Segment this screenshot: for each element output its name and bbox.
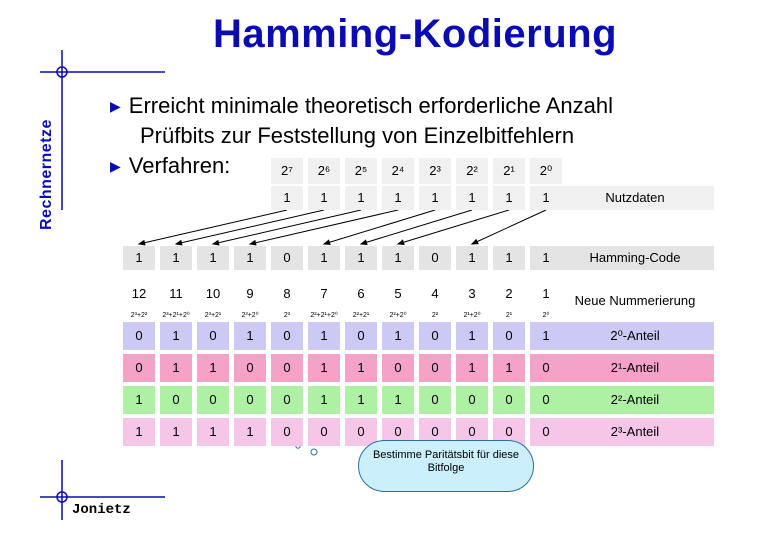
renum-cell [234, 282, 266, 320]
data-header-cell: 2⁰ [530, 158, 562, 184]
parity-bit-cell: 0 [456, 418, 488, 446]
renum-cell [345, 282, 377, 320]
renum-number: 3 [468, 286, 476, 301]
parity-bit-cell: 1 [160, 354, 192, 382]
renum-number: 10 [205, 286, 221, 301]
parity-bit-cell: 0 [197, 322, 229, 350]
hamming-bit-cell: 1 [345, 246, 377, 270]
data-bit-cell: 1 [308, 186, 340, 210]
parity-bit-cell: 1 [308, 386, 340, 414]
data-bit-cell: 1 [271, 186, 303, 210]
parity-row-label: 2³-Anteil [556, 418, 714, 446]
hamming-bit-cell: 1 [530, 246, 562, 270]
bullet-arrow-icon: ▶ [110, 158, 121, 174]
parity-bit-cell: 0 [123, 322, 155, 350]
parity-bit-cell: 0 [271, 386, 303, 414]
parity-bit-cell: 0 [419, 354, 451, 382]
side-title: Rechnernetze [38, 119, 55, 230]
parity-bit-cell: 1 [345, 386, 377, 414]
parity-bit-cell: 0 [493, 322, 525, 350]
bullet-1: ▶ Erreicht minimale theoretisch erforderliche Anzahl [110, 91, 613, 123]
hamming-bit-cell: 0 [271, 246, 303, 270]
renum-number: 7 [320, 286, 328, 301]
bullet-2: ▶ Verfahren: [110, 151, 230, 183]
mapping-arrowhead [361, 240, 367, 244]
renum-number: 5 [394, 286, 402, 301]
mapping-arrowhead [472, 240, 478, 244]
data-header-cell: 2⁵ [345, 158, 377, 184]
renum-number: 9 [246, 286, 254, 301]
parity-bit-cell: 0 [382, 418, 414, 446]
renum-formula: 2²+2⁰ [389, 312, 407, 319]
author-footer: Jonietz [72, 502, 131, 518]
mapping-arrow [250, 210, 398, 244]
renum-formula: 2⁰ [542, 312, 550, 319]
renum-number: 2 [505, 286, 513, 301]
renum-cell [419, 282, 451, 320]
parity-bit-cell: 1 [308, 322, 340, 350]
parity-bit-cell: 0 [271, 354, 303, 382]
slide-title: Hamming-Kodierung [212, 12, 618, 56]
parity-bit-cell: 1 [530, 322, 562, 350]
parity-bit-cell: 0 [419, 386, 451, 414]
parity-bit-cell: 1 [160, 418, 192, 446]
parity-bit-cell: 1 [234, 322, 266, 350]
hamming-bit-cell: 0 [419, 246, 451, 270]
parity-bit-cell: 0 [271, 418, 303, 446]
renum-formula: 2¹+2⁰ [463, 312, 481, 319]
mapping-arrow [139, 210, 287, 244]
renum-cell [456, 282, 488, 320]
hamming-bit-cell: 1 [160, 246, 192, 270]
renum-cell [160, 282, 192, 320]
parity-bit-cell: 0 [493, 386, 525, 414]
data-bit-cell: 1 [382, 186, 414, 210]
parity-bit-cell: 0 [234, 386, 266, 414]
parity-bit-cell: 0 [419, 322, 451, 350]
data-label: Nutzdaten [556, 186, 714, 210]
data-bit-cell: 1 [456, 186, 488, 210]
renum-formula: 2³ [283, 312, 291, 319]
parity-bit-cell: 1 [345, 354, 377, 382]
renum-formula: 2³+2¹+2⁰ [162, 312, 190, 319]
parity-bit-cell: 0 [271, 322, 303, 350]
parity-bit-cell: 0 [530, 386, 562, 414]
parity-bit-cell: 1 [493, 354, 525, 382]
data-header-cell: 2⁷ [271, 158, 303, 184]
mapping-arrowhead [250, 241, 256, 245]
hint-cloud: Bestimme Paritätsbit für diese Bitfolge [358, 440, 534, 492]
parity-bit-cell: 1 [382, 322, 414, 350]
mapping-arrowhead [398, 240, 404, 244]
renum-number: 4 [431, 286, 439, 301]
parity-bit-cell: 0 [345, 322, 377, 350]
renum-formula: 2³+2² [130, 312, 148, 319]
renum-cell [197, 282, 229, 320]
parity-bit-cell: 1 [234, 418, 266, 446]
renum-number: 11 [169, 286, 183, 301]
parity-bit-cell: 0 [456, 386, 488, 414]
data-header-cell: 2² [456, 158, 488, 184]
bullet-arrow-icon: ▶ [110, 98, 121, 114]
hamming-bit-cell: 1 [493, 246, 525, 270]
mapping-arrow [176, 210, 324, 244]
parity-row-label: 2⁰-Anteil [556, 322, 714, 350]
data-header-cell: 2³ [419, 158, 451, 184]
data-header-cell: 2⁶ [308, 158, 340, 184]
renum-cell [493, 282, 525, 320]
hamming-label: Hamming-Code [556, 246, 714, 270]
renum-formula: 2²+2¹ [352, 312, 370, 319]
renum-cell [382, 282, 414, 320]
hamming-bit-cell: 1 [308, 246, 340, 270]
parity-row-label: 2¹-Anteil [556, 354, 714, 382]
data-bit-cell: 1 [530, 186, 562, 210]
renum-formula: 2²+2¹+2⁰ [310, 312, 338, 319]
hamming-bit-cell: 1 [382, 246, 414, 270]
mapping-arrow [472, 210, 546, 244]
parity-bit-cell: 0 [493, 418, 525, 446]
parity-bit-cell: 1 [197, 354, 229, 382]
parity-bit-cell: 1 [123, 418, 155, 446]
renum-number: 8 [283, 286, 291, 301]
parity-bit-cell: 0 [123, 354, 155, 382]
parity-bit-cell: 0 [197, 386, 229, 414]
parity-bit-cell: 0 [530, 354, 562, 382]
renum-formula: 2³+2⁰ [241, 312, 259, 319]
parity-bit-cell: 0 [530, 418, 562, 446]
renum-number: 12 [131, 286, 147, 301]
mapping-arrowhead [324, 240, 330, 244]
parity-bit-cell: 1 [456, 322, 488, 350]
renum-cell [308, 282, 340, 320]
data-header-cell: 2⁴ [382, 158, 414, 184]
data-header-cell: 2¹ [493, 158, 525, 184]
mapping-arrowhead [176, 241, 182, 245]
parity-bit-cell: 0 [345, 418, 377, 446]
parity-bit-cell: 0 [234, 354, 266, 382]
bullet-1-cont: Prüfbits zur Feststellung von Einzelbitfehlern [140, 123, 575, 148]
parity-bit-cell: 0 [382, 354, 414, 382]
data-bit-cell: 1 [493, 186, 525, 210]
renum-number: 1 [542, 286, 550, 301]
mapping-arrow [213, 210, 361, 244]
parity-bit-cell: 0 [419, 418, 451, 446]
parity-bit-cell: 1 [382, 386, 414, 414]
mapping-arrowhead [213, 241, 219, 245]
renum-label: Neue Nummerierung [574, 293, 696, 308]
renum-cell [123, 282, 155, 320]
renum-number: 6 [357, 286, 365, 301]
data-bit-cell: 1 [419, 186, 451, 210]
hamming-bit-cell: 1 [456, 246, 488, 270]
parity-bit-cell: 1 [197, 418, 229, 446]
parity-bit-cell: 1 [456, 354, 488, 382]
renum-formula: 2³+2¹ [204, 312, 222, 319]
hamming-bit-cell: 1 [197, 246, 229, 270]
parity-bit-cell: 1 [123, 386, 155, 414]
parity-bit-cell: 1 [308, 354, 340, 382]
parity-bit-cell: 1 [160, 322, 192, 350]
mapping-arrowhead [139, 241, 145, 245]
hamming-bit-cell: 1 [123, 246, 155, 270]
data-bit-cell: 1 [345, 186, 377, 210]
hamming-bit-cell: 1 [234, 246, 266, 270]
parity-row-label: 2²-Anteil [556, 386, 714, 414]
renum-formula: 2² [431, 312, 439, 319]
parity-bit-cell: 0 [308, 418, 340, 446]
renum-cell [271, 282, 303, 320]
renum-formula: 2¹ [505, 312, 513, 319]
parity-bit-cell: 0 [160, 386, 192, 414]
mapping-arrow [398, 210, 509, 244]
